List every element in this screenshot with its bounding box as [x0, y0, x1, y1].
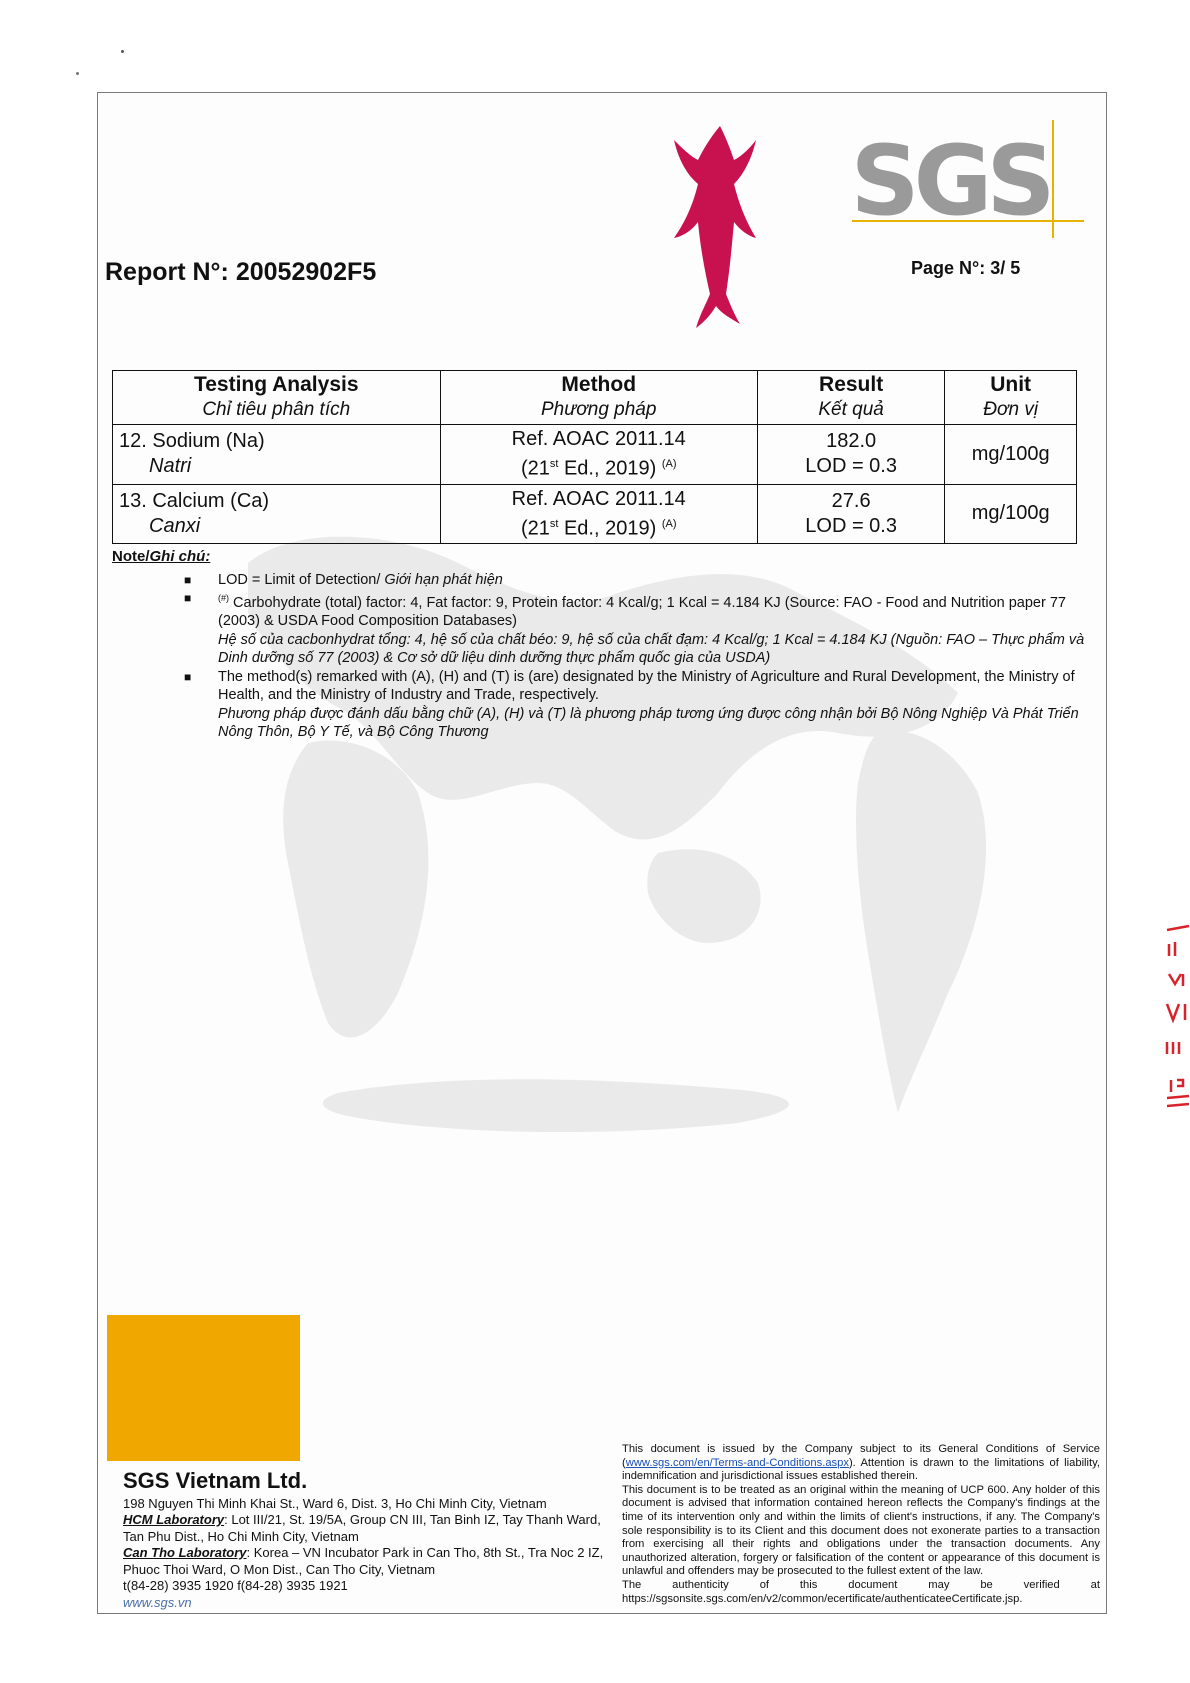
header-testing-analysis: Testing Analysis Chỉ tiêu phân tích: [113, 371, 441, 425]
notes-title: Note/Ghi chú:: [112, 548, 211, 565]
company-phone: t(84-28) 3935 1920 f(84-28) 3935 1921: [123, 1578, 348, 1593]
note-item: ■ (#) Carbohydrate (total) factor: 4, Fat factor: 9, Protein factor: 4 Kcal/g; 1 Kcal = 4.184 KJ (Source: FAO - Food and Nutrition paper 77 (2003) & USDA Food Composition Databases) Hệ số của cacbonhydrat tổng: 4, hệ số của chất béo: 9, hệ số của chất đạm: 4 Kcal/g; 1 Kcal = 4.184 KJ (Nguồn: FAO – Thực phẩm và Dinh dưỡng số 77 (2003) & Cơ sở dữ liệu dinh dưỡng thực phẩm quốc gia của USDA): [184, 591, 1085, 667]
unit-cell: mg/100g: [945, 484, 1077, 544]
results-table: [112, 370, 1077, 544]
company-name: SGS Vietnam Ltd.: [123, 1468, 308, 1493]
page-number: Page N°: 3/ 5: [911, 258, 1021, 278]
hcm-laboratory: HCM Laboratory: Lot III/21, St. 19/5A, Group CN III, Tan Binh IZ, Tay Thanh Ward, Tan Phu Dist., Ho Chi Minh City, Vietnam: [123, 1512, 601, 1544]
svg-text:SGS: SGS: [850, 125, 1050, 237]
bullet-icon: ■: [184, 669, 192, 684]
red-stamp-fragment-icon: [1163, 920, 1190, 1150]
bullet-icon: ■: [184, 591, 192, 605]
terms-link[interactable]: www.sgs.com/en/Terms-and-Conditions.aspx: [625, 1456, 849, 1469]
notes-list: [112, 571, 1107, 742]
bullet-icon: ■: [184, 572, 192, 587]
company-website-link[interactable]: www.sgs.vn: [123, 1594, 192, 1610]
disclaimer-paragraph: The authenticity of this document may be verified at https://sgsonsite.sgs.com/en/v2/common/ecertificate/authenticateeCertificate.jsp.: [622, 1578, 1100, 1605]
table-header-row: [113, 371, 1077, 425]
sgs-bird-logo-icon: [660, 118, 780, 328]
unit-cell: mg/100g: [945, 425, 1077, 485]
note-item: ■ LOD = Limit of Detection/ Giới hạn phát hiện: [184, 571, 503, 588]
sgs-wordmark-logo-icon: [838, 118, 1088, 240]
table-row: [113, 425, 1077, 485]
sgs-orange-brand-block: [107, 1315, 300, 1461]
table-row: [113, 484, 1077, 544]
disclaimer-text: [622, 1443, 1100, 1606]
result-cell: 182.0 LOD = 0.3: [757, 425, 944, 485]
company-info: [123, 1468, 613, 1611]
note-item: ■ The method(s) remarked with (A), (H) and (T) is (are) designated by the Ministry of Agriculture and Rural Development, the Ministry of Health, and the Ministry of Industry and Trade, respectively. Phương pháp được đánh dấu bằng chữ (A), (H) và (T) là phương pháp tương ứng được công nhận bởi Bộ Nông Nghiệp Và Phát Triển Nông Thôn, Bộ Y Tế, và Bộ Công Thương: [184, 668, 1079, 741]
company-address: 198 Nguyen Thi Minh Khai St., Ward 6, Dist. 3, Ho Chi Minh City, Vietnam: [123, 1495, 547, 1511]
scan-speck: [76, 72, 79, 75]
can-tho-laboratory: Can Tho Laboratory: Korea – VN Incubator Park in Can Tho, 8th St., Tra Noc 2 IZ, Phuoc Thoi Ward, O Mon Dist., Can Tho City, Vietnam: [123, 1545, 604, 1577]
method-cell: Ref. AOAC 2011.14 (21st Ed., 2019) $^{(A)}$: [440, 484, 757, 544]
analysis-cell: 13. Calcium (Ca) Canxi: [113, 484, 441, 544]
result-cell: 27.6 LOD = 0.3: [757, 484, 944, 544]
disclaimer-paragraph: This document is to be treated as an original within the meaning of UCP 600. Any holder of this document is advised that information contained hereon reflects the Company's findings at the time of its intervention only and within the limits of client's instructions, if any. The Company's sole responsibility is to its Client and this document does not exonerate parties to a transaction from exercising all their rights and obligations under the transaction documents. Any unauthorized alteration, forgery or falsification of the content or appearance of this document is unlawful and offenders may be prosecuted to the fullest extent of the law.: [622, 1483, 1100, 1578]
disclaimer-paragraph: This document is issued by the Company subject to its General Conditions of Service (www.sgs.com/en/Terms-and-Conditions.aspx). Attention is drawn to the limitations of liability, indemnification and jurisdictional issues established therein.: [622, 1443, 1100, 1483]
report-number: Report N°: 20052902F5: [105, 258, 377, 286]
method-cell: Ref. AOAC 2011.14 (21st Ed., 2019) $^{(A)}$: [440, 425, 757, 485]
header-result: Result Kết quả: [757, 371, 944, 425]
notes-section: [112, 548, 1107, 742]
scan-speck: [121, 50, 124, 53]
header-method: Method Phương pháp: [440, 371, 757, 425]
analysis-cell: 12. Sodium (Na) Natri: [113, 425, 441, 485]
header-unit: Unit Đơn vị: [945, 371, 1077, 425]
